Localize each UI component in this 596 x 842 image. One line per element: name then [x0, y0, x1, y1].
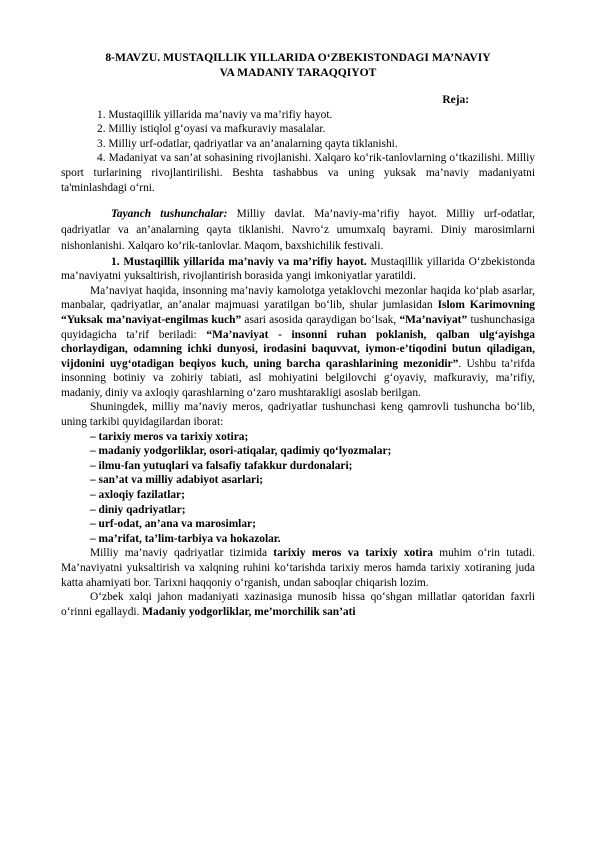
list-item: – ma’rifat, ta’lim-tarbiya va hokazolar. — [90, 532, 281, 545]
book-title: Islom Karimovning “Yuksak ma’naviyat-engilmas kuch” — [61, 299, 535, 326]
spirituality-definition-paragraph — [61, 284, 535, 401]
list-item: – san’at va milliy adabiyot asarlari; — [90, 474, 264, 487]
key-concepts-text: Milliy davlat. Ma’naviy-ma’rifiy hayot. Milliy urf-odatlar, qadriyatlar va an’analarning qayta tiklanishi. Navro‘z umumxalq bayrami. Diniy marosimlarni nishonlanishi. Xalqaro ko‘rik-tanlovlar. Maqom, baxshichilik festivali. — [61, 208, 536, 252]
list-item: – diniy qadriyatlar; — [90, 503, 186, 516]
emphasis: tarixiy meros va tarixiy xotira — [273, 547, 433, 560]
cultural-heritage-paragraph — [61, 590, 535, 619]
text-run: O‘zbek xalqi jahon madaniyati xazinasiga munosib hissa qo‘shgan millatlar qatoridan faxrli o‘rinni egallaydi. — [61, 591, 535, 618]
text-run: . Ushbu ta’rifda insonning botiniy va zohiriy tabiati, asl mohiyatini belgilovchi g‘oyaviy, mafkuraviy, ma’rifiy, madaniy, diniy va axloqiy qarashlarning o‘zaro mushtarakligi asoslab berilgan. — [61, 357, 536, 399]
term: “Ma’naviyat” — [399, 313, 468, 326]
spacer — [61, 195, 535, 207]
text-run: Ma’naviyat haqida, insonning ma’naviy kamolotga yetaklovchi mezonlar haqida ko‘plab asarlar, manbalar, qadriyatlar, an’analar majmuasi yaratilgan bo‘lib, shular jumlasidan — [61, 284, 535, 312]
plan-item-2: 2. Milliy istiqlol g‘oyasi va mafkuraviy masalalar. — [97, 123, 326, 136]
list-item: – axloqiy fazilatlar; — [90, 489, 185, 502]
list-item: – tarixiy meros va tarixiy xotira; — [90, 430, 249, 443]
list-item: – urf-odat, an’ana va marosimlar; — [90, 518, 256, 531]
title-line-2: VA MADANIY TARAQQIYOT — [219, 66, 377, 79]
emphasis: Madaniy yodgorliklar, me’morchilik san’ati — [142, 605, 356, 618]
plan-item-3: 3. Milliy urf-odatlar, qadriyatlar va an’analarning qayta tiklanishi. — [97, 137, 398, 150]
heritage-intro-paragraph: Shuningdek, milliy ma’naviy meros, qadriyatlar tushunchasi keng qamrovli tushuncha bo‘lib, uning tarkibi quyidagilardan iborat: — [61, 401, 535, 429]
title-line-1: 8-MAVZU. MUSTAQILLIK YILLARIDA O‘ZBEKISTONDAGI MA’NAVIY — [105, 51, 491, 64]
definition-quote: “Ma’naviyat - insonni ruhan poklanish, qalban ulg‘ayishga chorlaydigan, odamning ichki dunyosi, irodasini baquvvat, iymon-e’tiqodini butun qiladigan, vijdonini uyg‘otadigan beqiyos kuch, uning barcha qarashlarining mezonidir” — [61, 328, 535, 370]
section-1-title: 1. Mustaqillik yillarida ma’naviy va ma’rifiy hayot. — [111, 255, 367, 268]
text-run: muhim o‘rin tutadi. Ma’naviyatni yuksaltirish va xalqning ruhini ko‘tarishda tarixiy meros hamda tarixiy xotiraning juda katta ahamiyati bor. Tarixni haqqoniy o‘rganish, undan saboqlar chiqarish lozim. — [61, 547, 535, 589]
section-1-paragraph — [61, 255, 535, 284]
historical-heritage-paragraph — [61, 546, 535, 590]
text-run: tushunchasiga quyidagicha ta’rif beriladi: — [61, 313, 535, 341]
plan-item-4: 4. Madaniyat va san’at sohasining rivojlanishi. Xalqaro ko‘rik-tanlovlarning o‘tkazilishi. Milliy sport turlarining rivojlantirilishi. Beshta tashabbus va uning yuksak ma’naviy madaniyatni ta'minlashdagi o‘rni. — [61, 152, 535, 194]
section-1-text: Mustaqillik yillarida O‘zbekistonda ma’naviyatni yuksaltirish, rivojlantirish borasida yangi imkoniyatlar yaratildi. — [61, 255, 535, 283]
plan-item-1: 1. Mustaqillik yillarida ma’naviy va ma’rifiy hayot. — [97, 108, 333, 121]
text-run: Milliy ma’naviy qadriyatlar tizimida — [90, 547, 274, 560]
key-concepts-label: Tayanch tushunchalar: — [111, 208, 228, 221]
document-body — [61, 50, 535, 619]
key-concepts-paragraph — [61, 207, 535, 254]
text-run: asari asosida qaraydigan bo‘lsak, — [241, 313, 400, 326]
plan-heading: Reja: — [442, 94, 469, 106]
page-title — [61, 50, 535, 80]
list-item: – ilmu-fan yutuqlari va falsafiy tafakkur durdonalari; — [90, 459, 353, 472]
list-item: – madaniy yodgorliklar, osori-atiqalar, qadimiy qo‘lyozmalar; — [90, 445, 392, 458]
